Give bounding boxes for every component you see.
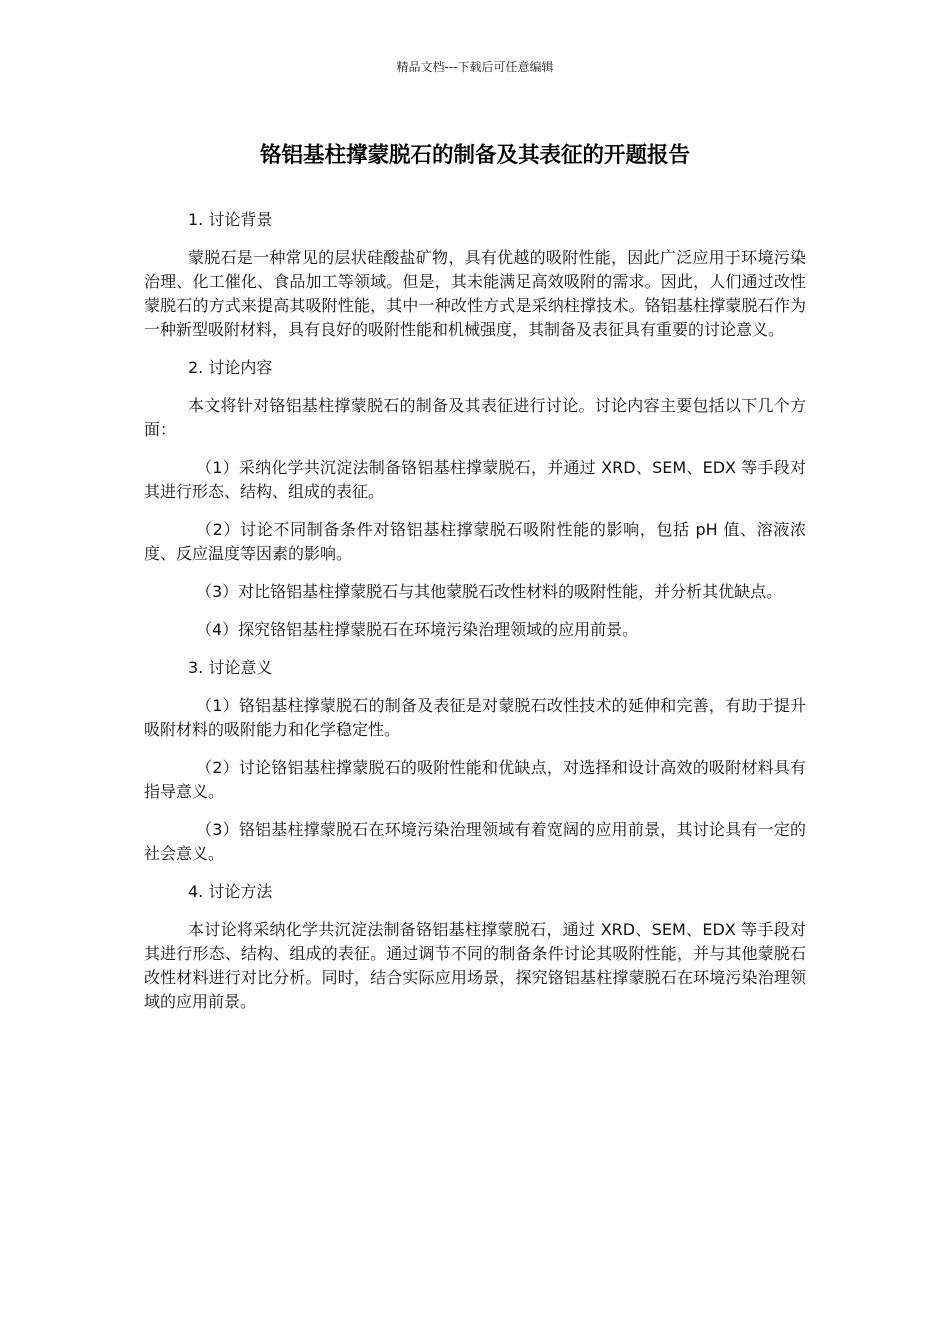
significance-item: （1）铬铝基柱撑蒙脱石的制备及表征是对蒙脱石改性技术的延伸和完善，有助于提升吸附材料的吸附能力和化学稳定性。 bbox=[144, 696, 806, 739]
content-item: （3）对比铬铝基柱撑蒙脱石与其他蒙脱石改性材料的吸附性能，并分析其优缺点。 bbox=[196, 582, 783, 601]
significance-item: （3）铬铝基柱撑蒙脱石在环境污染治理领域有着宽阔的应用前景，其讨论具有一定的社会意义。 bbox=[144, 820, 806, 863]
document-body bbox=[144, 208, 806, 1028]
significance-item: （2）讨论铬铝基柱撑蒙脱石的吸附性能和优缺点，对选择和设计高效的吸附材料具有指导意义。 bbox=[144, 758, 806, 801]
methods-paragraph: 本讨论将采纳化学共沉淀法制备铬铝基柱撑蒙脱石，通过 XRD、SEM、EDX 等手段对其进行形态、结构、组成的表征。通过调节不同的制备条件讨论其吸附性能，并与其他蒙脱石改性材料进行对比分析。同时，结合实际应用场景，探究铬铝基柱撑蒙脱石在环境污染治理领域的应用前景。 bbox=[144, 920, 806, 1011]
content-item: （4）探究铬铝基柱撑蒙脱石在环境污染治理领域的应用前景。 bbox=[196, 620, 639, 639]
content-intro-paragraph: 本文将针对铬铝基柱撑蒙脱石的制备及其表征进行讨论。讨论内容主要包括以下几个方面： bbox=[144, 396, 806, 439]
section-heading-background: 1. 讨论背景 bbox=[188, 210, 273, 229]
section-heading-significance: 3. 讨论意义 bbox=[188, 658, 273, 677]
section-heading-content: 2. 讨论内容 bbox=[188, 358, 273, 377]
page-header: 精品文档---下载后可任意编辑 bbox=[396, 60, 554, 74]
section-heading-methods: 4. 讨论方法 bbox=[188, 882, 273, 901]
content-item: （1）采纳化学共沉淀法制备铬铝基柱撑蒙脱石，并通过 XRD、SEM、EDX 等手段对其进行形态、结构、组成的表征。 bbox=[144, 458, 806, 501]
document-title: 铬铝基柱撑蒙脱石的制备及其表征的开题报告 bbox=[259, 143, 690, 168]
content-item: （2）讨论不同制备条件对铬铝基柱撑蒙脱石吸附性能的影响，包括 pH 值、溶液浓度、反应温度等因素的影响。 bbox=[144, 520, 806, 563]
background-paragraph: 蒙脱石是一种常见的层状硅酸盐矿物，具有优越的吸附性能，因此广泛应用于环境污染治理、化工催化、食品加工等领域。但是，其未能满足高效吸附的需求。因此，人们通过改性蒙脱石的方式来提高其吸附性能，其中一种改性方式是采纳柱撑技术。铬铝基柱撑蒙脱石作为一种新型吸附材料，具有良好的吸附性能和机械强度，其制备及表征具有重要的讨论意义。 bbox=[144, 248, 806, 339]
